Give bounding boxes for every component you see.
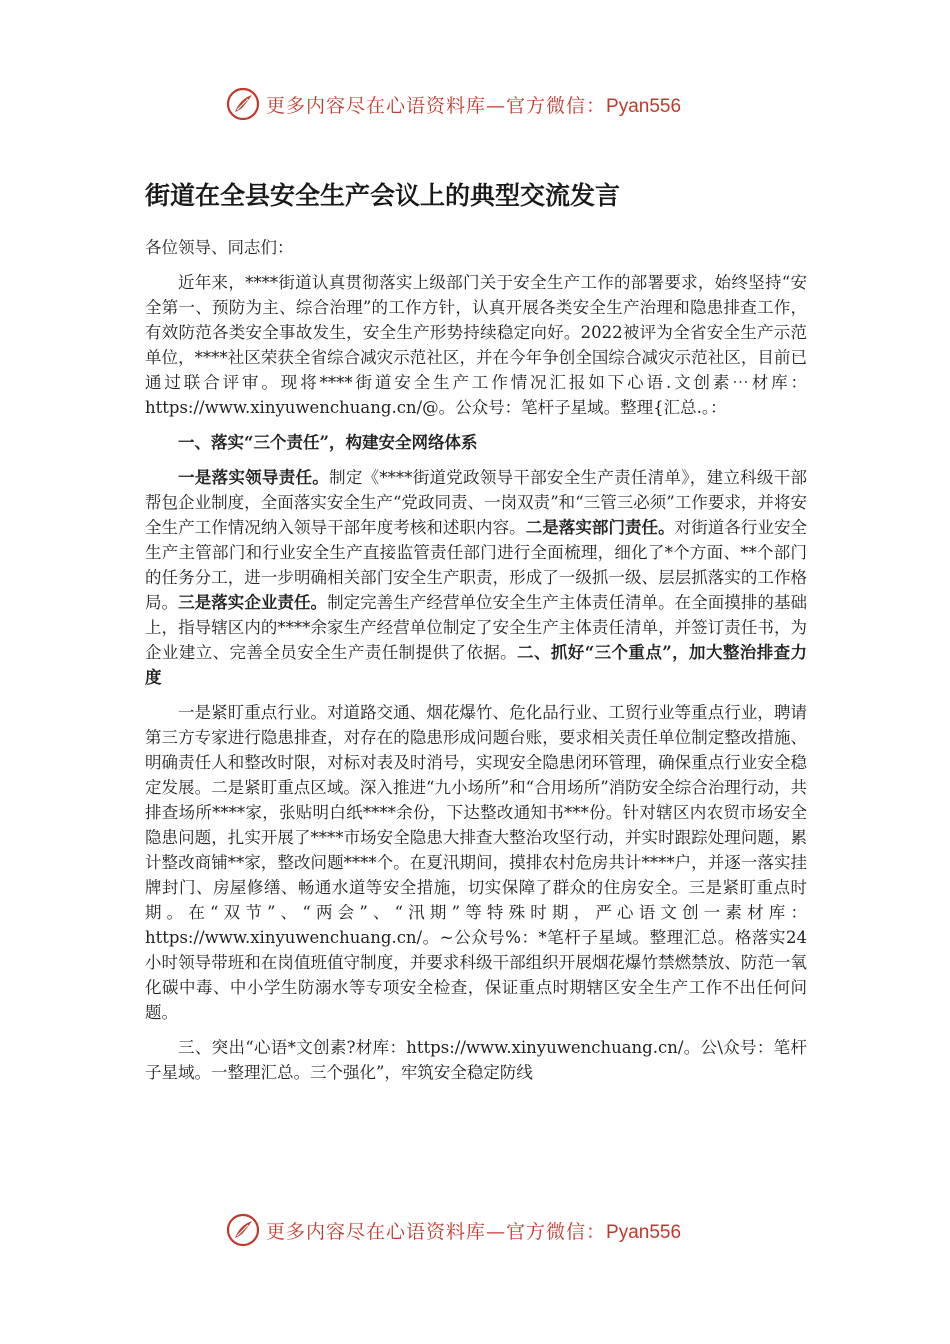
greeting: 各位领导、同志们： <box>145 238 294 257</box>
paragraph-responsibilities: 一是落实领导责任。制定《****街道党政领导干部安全生产责任清单》，建立科级干部帮包企业制度，全面落实安全生产“党政同责、一岗双责”和“三管三必须”工作要求，并将安全生产工作情况纳入领导干部年度考核和述职内容。二是落实部门责任。对街道各行业安全生产主管部门和行业安全生产直接监管责任部门进行全面梳理，细化了*个方面、**个部门的任务分工，进一步明确相关部门安全生产职责，形成了一级抓一级、层层抓落实的工作格局。三是落实企业责任。制定完善生产经营单位安全生产主体责任清单。在全面摸排的基础上，指导辖区内的****余家生产经营单位制定了安全生产主体责任清单，并签订责任书，为企业建立、完善全员安全生产责任制提供了依据。二、抓好“三个重点”，加大整治排查力度 <box>145 468 808 687</box>
logo-icon <box>226 1213 260 1247</box>
paragraph-section-3: 三、突出“心语*文创素?材库：https://www.xinyuwenchuang.cn/。公\众号：笔杆子星域。一整理汇总。三个强化”，牢筑安全稳定防线 <box>145 1038 807 1082</box>
footer-banner <box>226 1210 726 1250</box>
logo-icon <box>226 87 260 121</box>
section-heading-1: 一、落实“三个责任”，构建安全网络体系 <box>178 433 478 452</box>
banner-text: 更多内容尽在心语资料库—官方微信：Pyan556 <box>266 1220 682 1243</box>
document-body <box>145 176 807 1085</box>
banner-text: 更多内容尽在心语资料库—官方微信：Pyan556 <box>266 94 682 117</box>
document-title: 街道在全县安全生产会议上的典型交流发言 <box>145 181 621 210</box>
paragraph-key-points: 一是紧盯重点行业。对道路交通、烟花爆竹、危化品行业、工贸行业等重点行业，聘请第三方专家进行隐患排查，对存在的隐患形成问题台账，要求相关责任单位制定整改措施、明确责任人和整改时限，对标对表及时消号，实现安全隐患闭环管理，确保重点行业安全稳定发展。二是紧盯重点区域。深入推进“九小场所”和“合用场所”消防安全综合治理行动，共排查场所****家，张贴明白纸****余份，下达整改通知书***份。针对辖区内农贸市场安全隐患问题，扎实开展了****市场安全隐患大排查大整治攻坚行动，并实时跟踪处理问题，累计整改商铺**家，整改问题****个。在夏汛期间，摸排农村危房共计****户，并逐一落实挂牌封门、房屋修缮、畅通水道等安全措施，切实保障了群众的住房安全。三是紧盯重点时期。在“双节”、“两会”、“汛期”等特殊时期，严心语文创一素材库：https://www.xinyuwenchuang.cn/。~公众号%：*笔杆子星域。整理汇总。格落实24小时领导带班和在岗值班值守制度，并要求科级干部组织开展烟花爆竹禁燃禁放、防范一氧化碳中毒、中小学生防溺水等专项安全检查，保证重点时期辖区安全生产工作不出任何问题。 <box>145 703 807 1022</box>
header-banner <box>226 84 726 124</box>
paragraph-intro: 近年来，****街道认真贯彻落实上级部门关于安全生产工作的部署要求，始终坚持“安全第一、预防为主、综合治理”的工作方针，认真开展各类安全生产治理和隐患排查工作，有效防范各类安全事故发生，安全生产形势持续稳定向好。2022被评为全省安全生产示范单位，****社区荣获全省综合减灾示范社区，并在今年争创全国综合减灾示范社区，目前已通过联合评审。现将****街道安全生产工作情况汇报如下心语.文创素⋯材库：https://www.xinyuwenchuang.cn/@。公众号：笔杆子星域。整理{汇总.。： <box>145 273 807 417</box>
